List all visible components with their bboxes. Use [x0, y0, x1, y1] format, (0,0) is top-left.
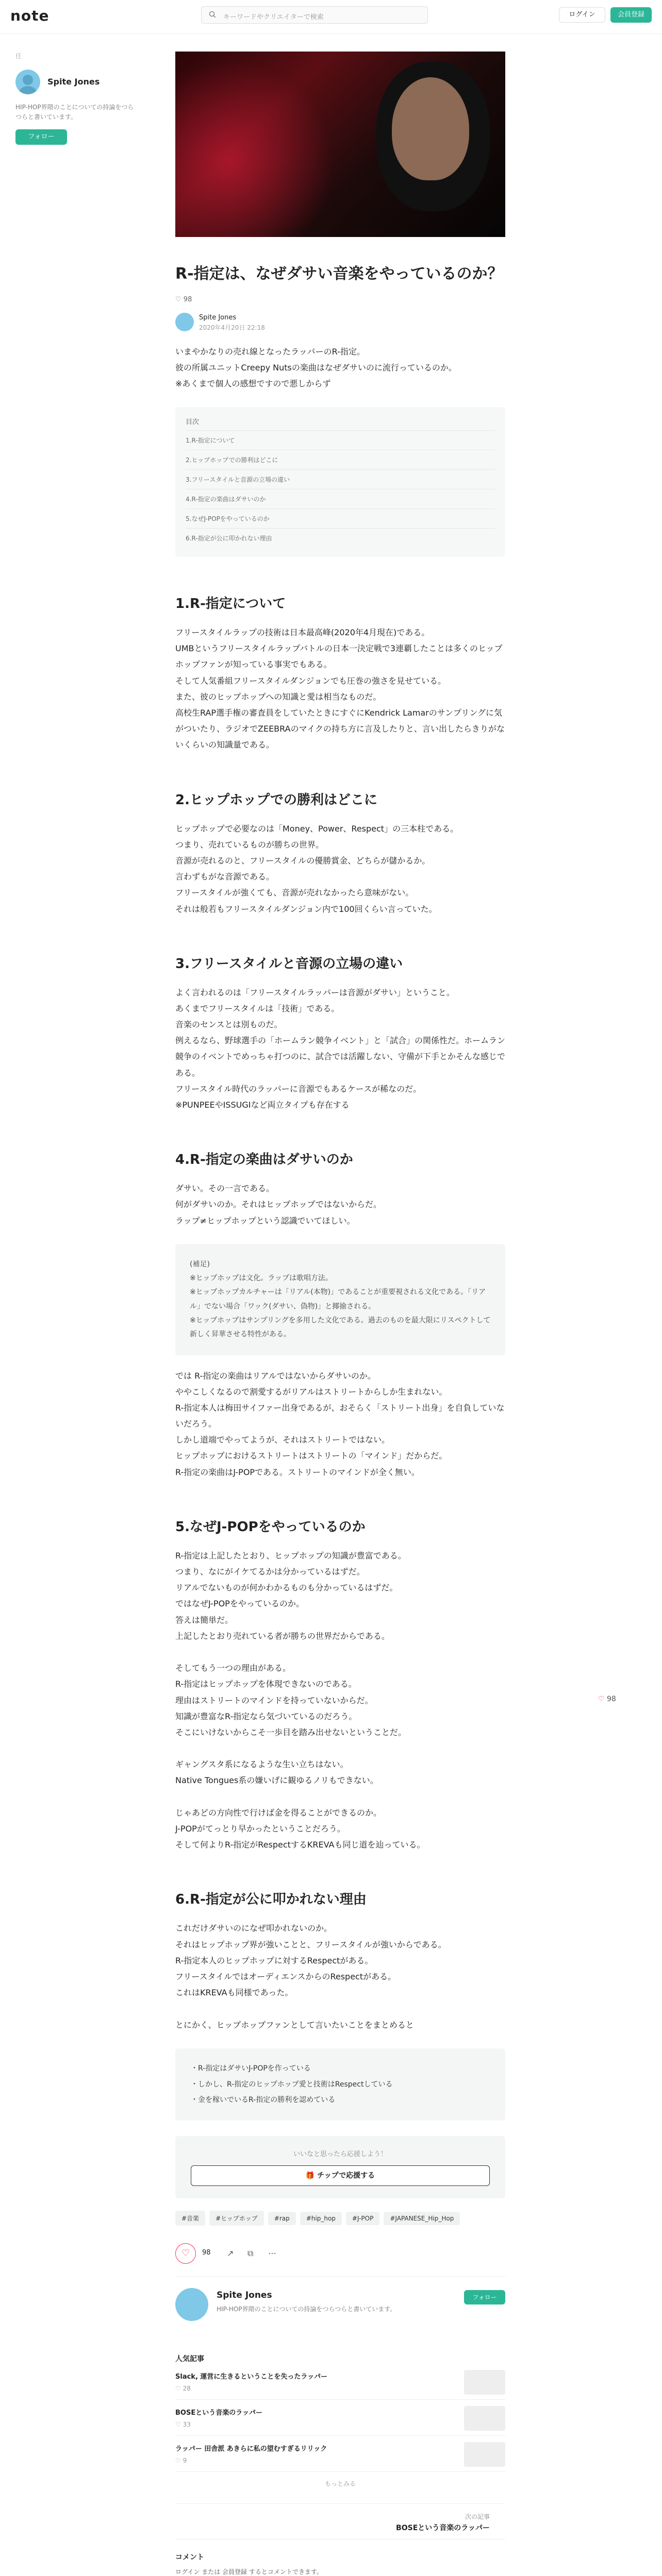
table-of-contents: [175, 407, 505, 557]
section-paragraph: では R-指定の楽曲はリアルではないからダサいのか。 ややこしくなるので割愛するがリアルはストリートからしか生まれない。 R-指定本人は梅田サイファー出身であるが、おそらく「ストリート出身」を自負していないだろう。 しかし道端でやってようが、それはストリートではない。 ヒップホップにおけるストリートはストリートの「マインド」だからだ。 R-指定の楽曲はJ-POPである。ストリートのマインドが全く無い。: [175, 1370, 505, 1477]
toc-item[interactable]: 2.ヒップホップでの勝利はどこに: [186, 450, 495, 469]
creator-name[interactable]: Spite Jones: [217, 2290, 272, 2301]
section-paragraph: R-指定は上記したとおり、ヒップホップの知識が豊富である。 つまり、なにがイケてるかは分かっているはずだ。 リアルでないものが何かわかるものも分かっているはずだ。 ではなぜJ-POPをやっているのか。 答えは簡単だ。 上記したとおり売れている者が勝ちの世界だからである。 そしてもう一つの理由がある。 R-指定はヒップホップを体現できないのである。 理由はストリートのマインドを持っていないからだ。 知識が豊富なR-指定なら気づいているのだろう。 そこにいけないからこそ一歩目を踏み出せないということだ。 ギャングスタ系になるような生い立ちはない。 Native Tongues系の嫌いげに観ゆるノリもできない。 じゃあどの方向性で行けば金を得ることができるのか。 J-POPがてっとり早かったということだろう。 そして何よりR-指定がRespectするKREVAも同じ道を辿っている。: [175, 1550, 425, 1850]
avatar[interactable]: [175, 313, 194, 331]
summary-box: ・R-指定はダサいJ-POPを作っている ・しかし、R-指定のヒップホップ愛と技術はRespectしている ・金を稼いでいるR-指定の勝利を認めている: [175, 2048, 505, 2121]
list-item[interactable]: [175, 2436, 505, 2472]
section-heading: 2.ヒップホップでの勝利はどこに: [175, 792, 377, 808]
popular-thumbnail[interactable]: [464, 2370, 505, 2395]
publish-date: 2020年4月20日 22:18: [199, 324, 265, 331]
popular-title[interactable]: BOSEという音楽のラッパー: [175, 2409, 262, 2417]
heart-icon: ♡: [175, 2457, 183, 2465]
search-icon: [209, 11, 216, 18]
hero-image: [175, 52, 505, 237]
toc-item[interactable]: 5.なぜJ-POPをやっているのか: [186, 509, 495, 528]
like-count-value: 98: [183, 295, 192, 303]
intro-paragraph: いまやかなりの売れ線となったラッパーのR-指定。 彼の所属ユニットCreepy Nutsの楽曲はなぜダサいのに流行っているのか。 ※あくまで個人の感想ですので悪しからず: [175, 346, 457, 388]
sidebar: [15, 52, 139, 145]
more-icon[interactable]: ⋯: [268, 2248, 276, 2259]
global-header: [0, 0, 662, 34]
like-count[interactable]: [175, 296, 505, 303]
avatar[interactable]: [15, 70, 40, 94]
popular-likes: ♡ 33: [175, 2421, 191, 2429]
comments-login-text[interactable]: ログイン または 会員登録 するとコメントできます。: [175, 2568, 323, 2576]
article-author[interactable]: [175, 313, 505, 331]
tag-list: [175, 2211, 505, 2231]
popular-likes: ♡ 9: [175, 2457, 187, 2465]
toc-item[interactable]: 6.R-指定が公に叩かれない理由: [186, 528, 495, 548]
section-paragraph: よく言われるのは「フリースタイルラッパーは音源がダサい」ということ。 あくまでフリースタイルは「技術」である。 音楽のセンスとは別ものだ。 例えるなら、野球選手の「ホームラン競争イベント」と「試合」の関係性だ。ホームラン競争のイベントでめっちゃ打つのに、試合では活躍しない、守備が下手とかそんな感じである。 フリースタイル時代のラッパーに音源でもあるケースが稀なのだ。 ※PUNPEEやISSUGIなど両立タイプも存在する: [175, 987, 506, 1110]
support-text: いいなと思ったら応援しよう！: [293, 2150, 387, 2159]
tag[interactable]: #音楽: [175, 2211, 205, 2226]
popular-title[interactable]: Slack, 運営に生きるということを失ったラッパー: [175, 2373, 328, 2381]
floating-like[interactable]: ♡ 98: [598, 1695, 616, 1703]
list-item[interactable]: [175, 2400, 505, 2436]
section-heading: 6.R-指定が公に叩かれない理由: [175, 1892, 367, 1908]
article: [175, 52, 505, 2576]
avatar[interactable]: [175, 2288, 208, 2321]
support-box: [175, 2136, 505, 2198]
login-button[interactable]: ログイン: [559, 7, 605, 23]
section-heading: 5.なぜJ-POPをやっているのか: [175, 1519, 366, 1535]
embed-icon[interactable]: ⧉: [247, 2248, 254, 2259]
tag[interactable]: #J-POP: [346, 2212, 379, 2225]
hero-red-light: [175, 52, 361, 237]
note-logo[interactable]: note: [10, 7, 49, 24]
signup-button[interactable]: 会員登録: [610, 7, 652, 23]
section-paragraph: ダサい。その一言である。 何がダサいのか。それはヒップホップではないからだ。 ラップ≠ヒップホップという認識でいてほしい。: [175, 1183, 382, 1226]
popular-likes: ♡ 28: [175, 2385, 191, 2393]
popular-heading: 人気記事: [175, 2355, 204, 2364]
heart-icon: ♡: [175, 2385, 183, 2393]
article-actions: [175, 2243, 505, 2264]
share-icon[interactable]: ↗: [227, 2248, 234, 2259]
tag[interactable]: #ヒップホップ: [209, 2211, 264, 2226]
tag[interactable]: #hip_hop: [300, 2212, 342, 2225]
heart-icon: ♡: [175, 295, 184, 303]
article-title: R-指定は、なぜダサい音楽をやっているのか？: [175, 265, 503, 283]
gift-icon: 🎁: [305, 2172, 318, 2180]
section-heading: 1.R-指定について: [175, 596, 286, 612]
next-label: 次の記事: [465, 2513, 490, 2521]
tag[interactable]: #JAPANESE_Hip_Hop: [384, 2212, 460, 2225]
popular-title[interactable]: ラッパー 田舎派 あきらに私の望むすぎるリリック: [175, 2445, 327, 2453]
more-link[interactable]: もっとみる: [324, 2480, 356, 2488]
section-paragraph: これだけダサいのになぜ叩かれないのか。 それはヒップホップ界が強いことと、フリースタイルが強いからである。 R-指定本人のヒップホップに対するRespectがある。 フリースタイルではオーディエンスからのRespectがある。 これはKREVAも同様であった。 とにかく、ヒップホップファンとして言いたいことをまとめると: [175, 1923, 446, 2030]
toc-heading: 目次: [186, 418, 200, 427]
section-paragraph: ヒップホップで必要なのは「Money、Power、Respect」の三本柱である。 つまり、売れているものが勝ちの世界。 音源が売れるのと、フリースタイルの優勝賞金、どちらが儲かるか。 言わずもがな音源である。 フリースタイルが強くても、音源が売れなかったら意味がない。 それは般若もフリースタイルダンジョン内で100回くらい言っていた。: [175, 823, 459, 914]
next-title[interactable]: BOSEという音楽のラッパー: [396, 2524, 490, 2533]
next-article-nav[interactable]: [175, 2503, 505, 2539]
heart-icon: ♡: [598, 1695, 607, 1703]
follow-button[interactable]: フォロー: [464, 2290, 505, 2304]
sidebar-small-label: 任: [15, 53, 22, 60]
popular-thumbnail[interactable]: [464, 2442, 505, 2467]
list-item[interactable]: [175, 2364, 505, 2400]
hero-face: [392, 77, 469, 180]
comments-heading: コメント: [175, 2553, 204, 2562]
supplement-box: (補足) ※ヒップホップは文化。ラップは歌唱方法。 ※ヒップホップカルチャーは「リアル(本物)」であることが重要視される文化である。「リアル」でない場合「ワック(ダサい、偽物)」と揶揄される。 ※ヒップホップはサンプリングを多用した文化である。過去のものを最大限にリスペクトして新しく昇華させる特性がある。: [175, 1244, 505, 1355]
tag[interactable]: #rap: [268, 2212, 296, 2225]
tip-button[interactable]: 🎁 チップで応援する: [191, 2165, 490, 2186]
follow-button[interactable]: フォロー: [15, 129, 67, 145]
search-box[interactable]: [201, 6, 428, 24]
creator-card: [175, 2276, 505, 2333]
toc-item[interactable]: 4.R-指定の楽曲はダサいのか: [186, 489, 495, 509]
sidebar-author[interactable]: [15, 70, 139, 94]
heart-icon: ♡: [175, 2421, 183, 2429]
like-button[interactable]: ♡: [175, 2243, 196, 2264]
search-placeholder: キーワードやクリエイターで検索: [223, 13, 324, 21]
section-heading: 3.フリースタイルと音源の立場の違い: [175, 956, 403, 972]
sidebar-bio: HIP-HOP界隈のことについての持論をつらつらと書いています。: [15, 104, 134, 121]
author-name[interactable]: Spite Jones: [199, 313, 237, 321]
section-heading: 4.R-指定の楽曲はダサいのか: [175, 1152, 353, 1168]
toc-item[interactable]: 1.R-指定について: [186, 430, 495, 450]
popular-thumbnail[interactable]: [464, 2406, 505, 2431]
like-count-value: 98: [202, 2249, 211, 2257]
section-paragraph: フリースタイルラップの技術は日本最高峰(2020年4月現在)である。 UMBというフリースタイルラップバトルの日本一決定戦で3連覇したことは多くのヒップホップファンが知っている事実でもある。 そして人気番組フリースタイルダンジョンでも圧巻の強さを見せている。 また、彼のヒップホップへの知識と愛は相当なものだ。 高校生RAP選手権の審査員をしていたときにすぐにKendrick Lamarのサンプリングに気がついたり、ラジオでZEEBRAのマイクの持ち方に言及したりと、言い出したらきりがないくらいの知識量である。: [175, 628, 505, 750]
creator-bio: HIP-HOP界隈のことについての持論をつらつらと書いています。: [217, 2306, 396, 2313]
toc-item[interactable]: 3.フリースタイルと音源の立場の違い: [186, 469, 495, 489]
sidebar-author-name[interactable]: Spite Jones: [47, 77, 100, 87]
